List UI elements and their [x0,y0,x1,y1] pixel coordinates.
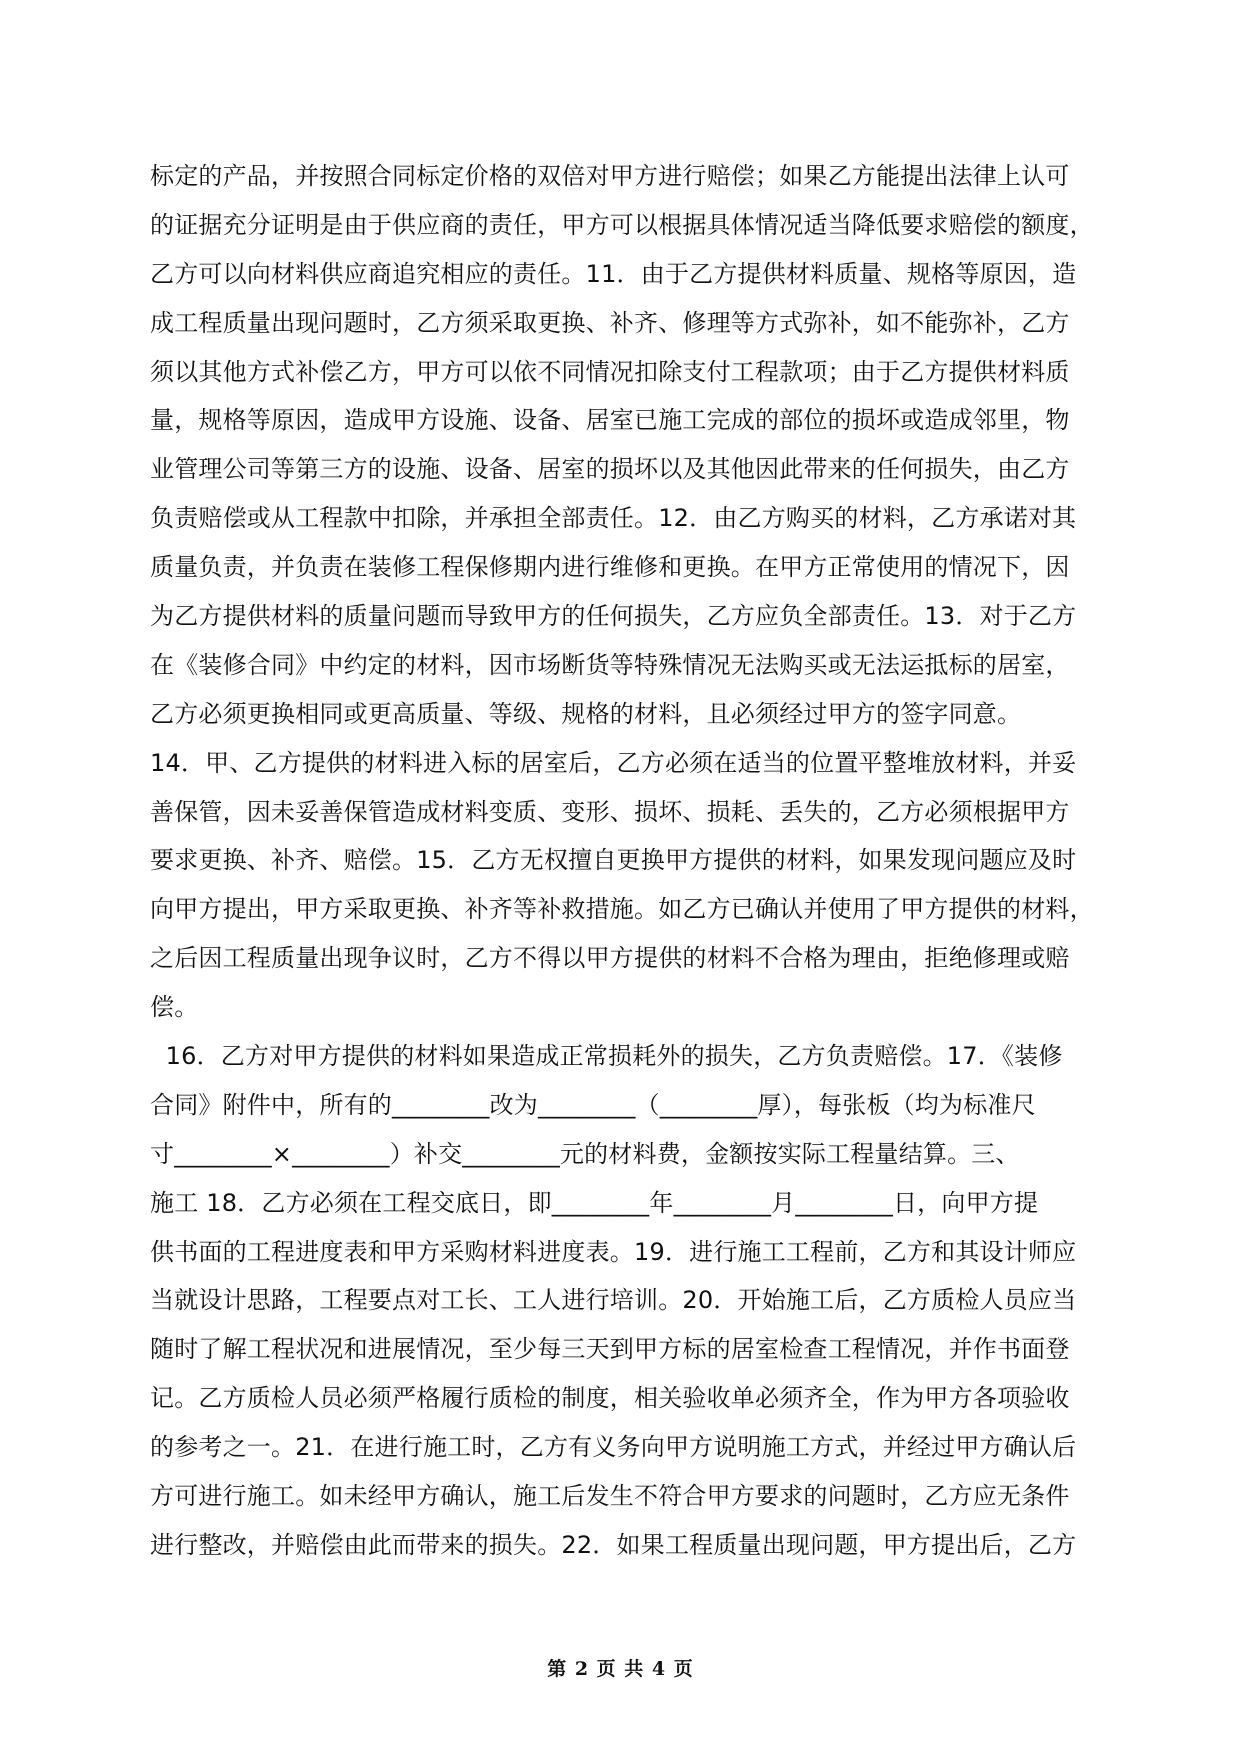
text-line: 成工程质量出现问题时，乙方须采取更换、补齐、修理等方式弥补，如不能弥补，乙方 [150,308,1070,337]
text-line: 在《装修合同》中约定的材料，因市场断货等特殊情况无法购买或无法运抵标的居室， [150,650,1070,679]
text-line: 合同》附件中，所有的________改为________（________厚），每张板（均为标准尺 [150,1090,1036,1119]
text-line: 须以其他方式补偿乙方，甲方可以依不同情况扣除支付工程款项；由于乙方提供材料质 [150,357,1070,386]
text-line: 质量负责，并负责在装修工程保修期内进行维修和更换。在甲方正常使用的情况下，因 [150,553,1070,582]
text-line: 16．乙方对甲方提供的材料如果造成正常损耗外的损失，乙方负责赔偿。17．《装修 [150,1042,1063,1071]
text-line: 偿。 [150,993,199,1022]
text-line: 供书面的工程进度表和甲方采购材料进度表。19．进行施工工程前，乙方和其设计师应 [150,1237,1077,1266]
text-line: 要求更换、补齐、赔偿。15．乙方无权擅自更换甲方提供的材料，如果发现问题应及时 [150,846,1077,875]
text-line: 进行整改，并赔偿由此而带来的损失。22．如果工程质量出现问题，甲方提出后，乙方 [150,1530,1077,1559]
text-line: 乙方可以向材料供应商追究相应的责任。11．由于乙方提供材料质量、规格等原因，造 [150,259,1077,288]
text-line: 寸________×________）补交________元的材料费，金额按实际工程量结算。三、 [150,1139,1020,1168]
text-line: 随时了解工程状况和进展情况，至少每三天到甲方标的居室检查工程情况，并作书面登 [150,1335,1070,1364]
text-line: 善保管，因未妥善保管造成材料变质、变形、损坏、损耗、丢失的，乙方必须根据甲方 [150,797,1070,826]
text-line: 标定的产品，并按照合同标定价格的双倍对甲方进行赔偿；如果乙方能提出法律上认可 [150,162,1070,190]
text-line: 的证据充分证明是由于供应商的责任，甲方可以根据具体情况适当降低要求赔偿的额度， [150,210,1094,239]
text-line: 施工 18．乙方必须在工程交底日，即________年________月________日，向甲方提 [150,1188,1039,1217]
text-line: 业管理公司等第三方的设施、设备、居室的损坏以及其他因此带来的任何损失，由乙方 [150,455,1070,484]
text-line: 之后因工程质量出现争议时，乙方不得以甲方提供的材料不合格为理由，拒绝修理或赔 [150,944,1070,973]
text-line: 为乙方提供材料的质量问题而导致甲方的任何损失，乙方应负全部责任。13．对于乙方 [150,602,1077,631]
text-line: 量，规格等原因，造成甲方设施、设备、居室已施工完成的部位的损坏或造成邻里，物 [150,406,1070,435]
text-line: 负责赔偿或从工程款中扣除，并承担全部责任。12．由乙方购买的材料，乙方承诺对其 [150,504,1077,533]
text-line: 向甲方提出，甲方采取更换、补齐等补救措施。如乙方已确认并使用了甲方提供的材料， [150,895,1094,924]
contract-body-text [150,152,1110,1570]
text-line: 14．甲、乙方提供的材料进入标的居室后，乙方必须在适当的位置平整堆放材料，并妥 [150,748,1077,777]
text-line: 当就设计思路，工程要点对工长、工人进行培训。20．开始施工后，乙方质检人员应当 [150,1286,1077,1315]
text-line: 方可进行施工。如未经甲方确认，施工后发生不符合甲方要求的问题时，乙方应无条件 [150,1482,1070,1511]
text-line: 乙方必须更换相同或更高质量、等级、规格的材料，且必须经过甲方的签字同意。 [150,699,1022,728]
text-line: 记。乙方质检人员必须严格履行质检的制度，相关验收单必须齐全，作为甲方各项验收 [150,1384,1070,1413]
page-number-footer: 第 2 页 共 4 页 [547,1658,694,1680]
text-line: 的参考之一。21．在进行施工时，乙方有义务向甲方说明施工方式，并经过甲方确认后 [150,1433,1077,1462]
